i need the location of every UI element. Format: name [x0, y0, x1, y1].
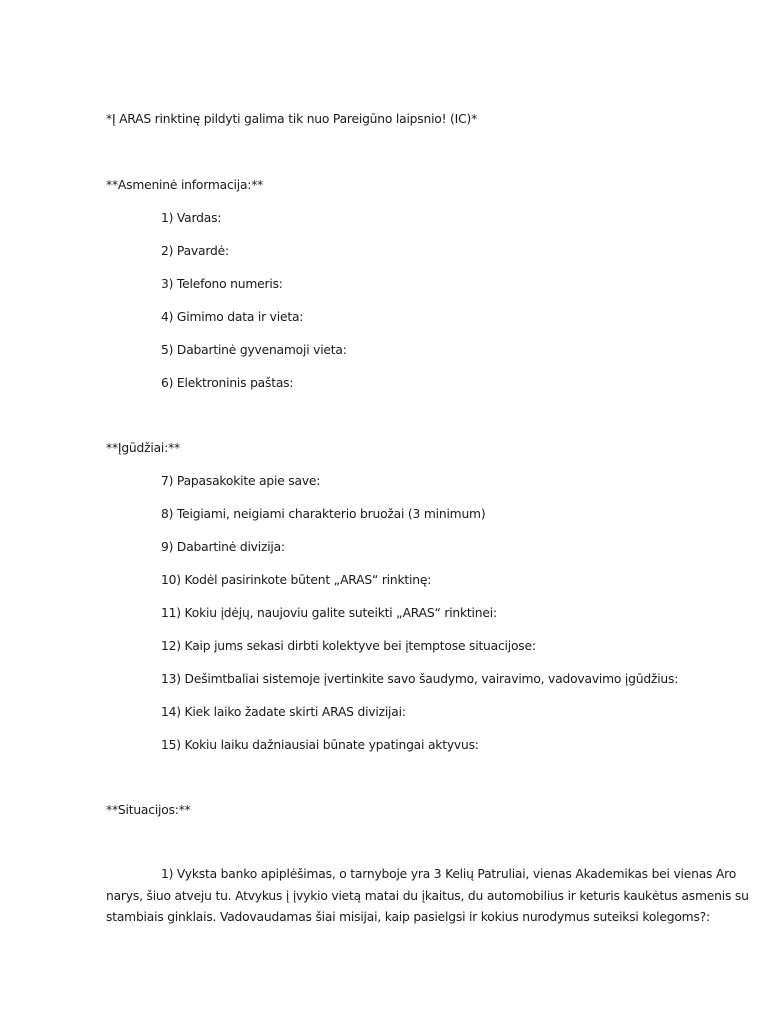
skills-heading: **Įgūdžiai:**	[106, 441, 180, 455]
list-item: 4) Gimimo data ir vieta:	[161, 310, 304, 324]
list-item: 13) Dešimtbaliai sistemoje įvertinkite savo šaudymo, vairavimo, vadovavimo įgūdžius:	[161, 672, 679, 686]
list-item: 7) Papasakokite apie save:	[161, 474, 321, 488]
list-item: 14) Kiek laiko žadate skirti ARAS divizijai:	[161, 705, 406, 719]
situations-heading: **Situacijos:**	[106, 803, 191, 817]
list-item: 2) Pavardė:	[161, 244, 229, 258]
list-item: 3) Telefono numeris:	[161, 277, 283, 291]
personal-heading: **Asmeninė informacija:**	[106, 178, 264, 192]
list-item: 8) Teigiami, neigiami charakterio bruožai (3 minimum)	[161, 507, 486, 521]
list-item: 5) Dabartinė gyvenamoji vieta:	[161, 343, 347, 357]
list-item: 1) Vardas:	[161, 211, 222, 225]
list-item: 12) Kaip jums sekasi dirbti kolektyve bei įtemptose situacijose:	[161, 639, 536, 653]
situation-paragraph	[106, 864, 756, 929]
list-item: 9) Dabartinė divizija:	[161, 540, 285, 554]
list-item: 10) Kodėl pasirinkote būtent „ARAS“ rinktinę:	[161, 573, 432, 587]
list-item: 6) Elektroninis paštas:	[161, 376, 294, 390]
list-item: 11) Kokiu įdėjų, naujoviu galite suteikti „ARAS“ rinktinei:	[161, 606, 497, 620]
list-item: 15) Kokiu laiku dažniausiai būnate ypatingai aktyvus:	[161, 738, 479, 752]
notice-text: *Į ARAS rinktinę pildyti galima tik nuo Pareigūno laipsnio! (IC)*	[106, 112, 478, 126]
situation-text: 1) Vyksta banko apiplėšimas, o tarnyboje yra 3 Kelių Patruliai, vienas Akademikas bei vienas Aro narys, šiuo atveju tu. Atvykus į įvykio vietą matai du įkaitus, du automobilius ir keturis kaukėtus asmenis su stambiais ginklais. Vadovaudamas šiai misijai, kaip pasielgsi ir kokius nurodymus suteiksi kolegoms?:	[106, 867, 749, 924]
